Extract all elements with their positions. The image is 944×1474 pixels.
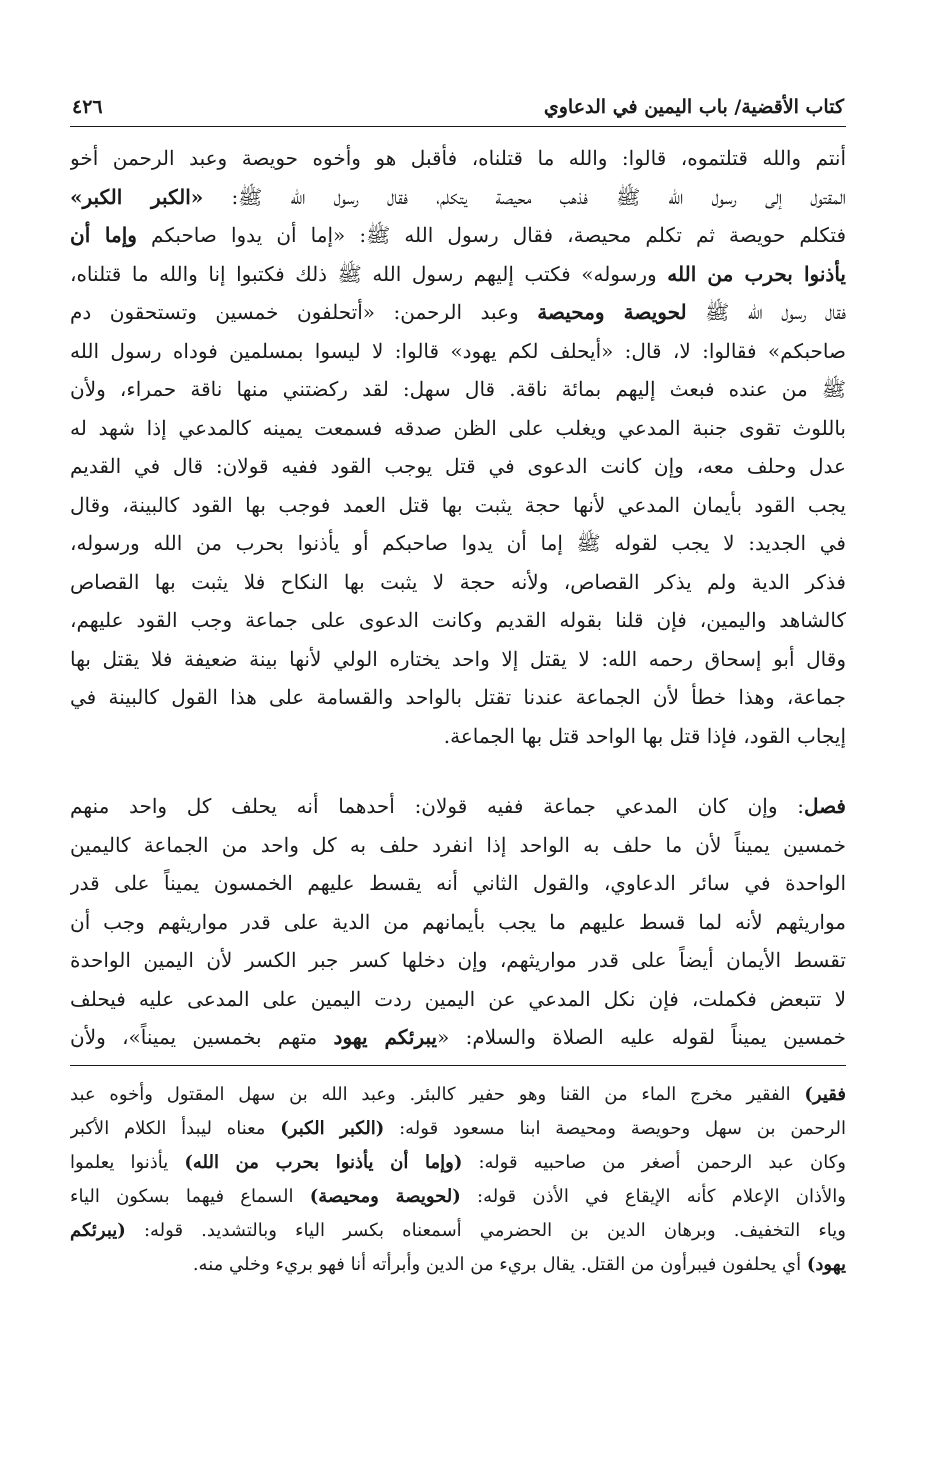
text-line: في الجديد: لا يجب لقوله ﷺ إما أن يدوا صاحبكم أو يأذنوا بحرب من الله ورسوله،	[70, 531, 846, 555]
text-line: لا تتبعض فكملت، فإن نكل المدعي عن اليمين ردت اليمين على المدعى عليه فيحلف	[70, 986, 846, 1011]
footnote-line: وكان عبد الرحمن أصغر من صاحبيه قوله: (وإما أن يأذنوا بحرب من الله) يأذنوا يعلموا	[70, 1151, 846, 1173]
section-heading: فصل	[803, 794, 846, 818]
text-line: فقال رسول الله ﷺ لحويصة ومحيصة وعبد الرحمن: «أتحلفون خمسين وتستحقون دم	[70, 300, 846, 324]
paragraph-1	[70, 139, 846, 755]
book-page	[70, 96, 846, 1282]
text-line: كالشاهد واليمين، فإن قلنا بقوله القديم وكانت الدعوى على جماعة وجب القود عليهم،	[70, 608, 846, 632]
text-line: صاحبكم» فقالوا: لا، قال: «أيحلف لكم يهود» قالوا: لا ليسوا بمسلمين فوداه رسول الله	[70, 338, 846, 363]
footnote-line: الرحمن بن سهل وحويصة ومحيصة ابنا مسعود قوله: (الكبر الكبر) معناه ليبدأ الكلام الأكبر	[70, 1117, 846, 1139]
text-line: وقال أبو إسحاق رحمه الله: لا يقتل إلا واحد يختاره الولي لأنها بينة ضعيفة فلا يقتل بها	[70, 646, 846, 671]
text-line: فتكلم حويصة ثم تكلم محيصة، فقال رسول الله ﷺ: «إما أن يدوا صاحبكم وإما أن	[70, 223, 846, 247]
text-line: إيجاب القود، فإذا قتل بها الواحد قتل بها الجماعة.	[443, 723, 846, 748]
footnote-line: يهود) أي يحلفون فيبرأون من القتل. يقال بريء من الدين وأبرأته أنا فهو بريء وخلي منه.	[192, 1253, 846, 1275]
text-line: أنتم والله قتلتموه، قالوا: والله ما قتلناه، فأقبل هو وأخوه حويصة وعبد الرحمن أخو	[70, 146, 846, 170]
text-line: مواريثهم لأنه لما قسط عليهم ما يجب بأيمانهم من الدية على قدر مواريثهم وجب أن	[70, 909, 846, 934]
main-text	[70, 139, 846, 1057]
footnote-separator	[70, 1065, 846, 1066]
text-line: خمسين يميناً لقوله عليه الصلاة والسلام: «يبرئكم يهود متهم بخمسين يميناً»، ولأن	[70, 1025, 846, 1049]
text-line: يجب القود بأيمان المدعي لأنها حجة يثبت بها قتل العمد فوجب بها القود كالبينة، وقال	[70, 492, 846, 517]
footnotes	[70, 1078, 846, 1282]
text-line: باللوث تقوى جنبة المدعي ويغلب على الظن صدقه فسمعت يمينه كالمدعي إذا شهد له	[70, 415, 846, 440]
paragraph-gap	[70, 755, 846, 787]
chapter-title: كتاب الأقضية/ باب اليمين في الدعاوي	[543, 96, 844, 118]
text-line: خمسين يميناً لأن ما حلف به الواحد إذا انفرد حلف به كل واحد من الجماعة كاليمين	[70, 832, 846, 857]
paragraph-2	[70, 787, 846, 1057]
text-line: تقسط الأيمان أيضاً على قدر مواريثهم، وإن دخلها كسر جبر الكسر لأن اليمين الواحدة	[70, 948, 846, 972]
text-line: المقتول إلى رسول الله ﷺ فذهب محيصة يتكلم، فقال رسول الله ﷺ: «الكبر الكبر»	[70, 184, 846, 209]
footnote-line: فقير) الفقير مخرج الماء من القنا وهو حفير كالبئر. وعبد الله بن سهل المقتول وأخوه عبد	[70, 1083, 846, 1105]
page-number: ٤٢٦	[72, 96, 103, 118]
text-line: فصل: وإن كان المدعي جماعة ففيه قولان: أحدهما أنه يحلف كل واحد منهم	[70, 794, 846, 818]
text-line: جماعة، وهذا خطأ لأن الجماعة عندنا تقتل بالواحد والقسامة على هذا القول كالبينة في	[70, 685, 846, 709]
text-line: الواحدة في سائر الدعاوي، والقول الثاني أنه يقسط عليهم الخمسون يميناً على قدر	[70, 871, 846, 895]
text-line: فذكر الدية ولم يذكر القصاص، ولأنه حجة لا يثبت بها النكاح فلا يثبت بها القصاص	[70, 569, 846, 594]
text-line: عدل وحلف معه، وإن كانت الدعوى في قتل يوجب القود ففيه قولان: قال في القديم	[70, 454, 846, 478]
text-line: ﷺ من عنده فبعث إليهم بمائة ناقة. قال سهل: لقد ركضتني منها ناقة حمراء، ولأن	[70, 377, 846, 401]
text-line: يأذنوا بحرب من الله ورسوله» فكتب إليهم رسول الله ﷺ ذلك فكتبوا إنا والله ما قتلناه،	[70, 261, 846, 286]
footnote-line: والأذان الإعلام كأنه الإيقاع في الأذن قوله: (لحويصة ومحيصة) السماع فيهما بسكون الياء	[70, 1185, 846, 1207]
running-header	[70, 96, 846, 127]
footnote-line: وياء التخفيف. وبرهان الدين بن الحضرمي أسمعناه بكسر الياء وبالتشديد. قوله: (يبرئكم	[70, 1219, 846, 1241]
